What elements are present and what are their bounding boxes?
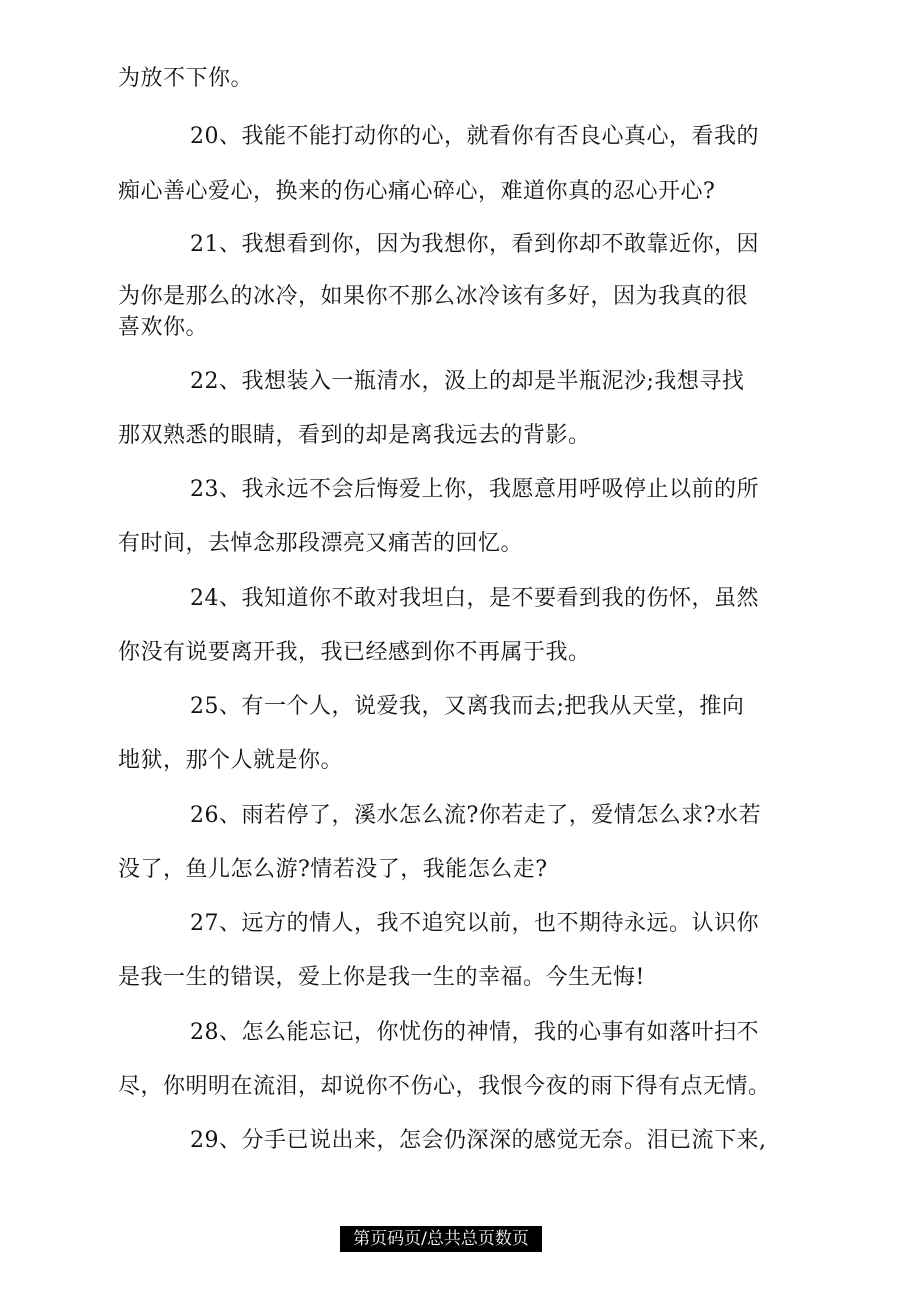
text-line: 是我一生的错误，爱上你是我一生的幸福。今生无悔! (118, 965, 645, 990)
text-line: 20、我能不能打动你的心，就看你有否良心真心，看我的 (190, 124, 759, 149)
text-line: 21、我想看到你，因为我想你，看到你却不敢靠近你，因 (190, 232, 759, 257)
text-line: 27、远方的情人，我不追究以前，也不期待永远。认识你 (190, 911, 759, 936)
text-line: 没了，鱼儿怎么游?情若没了，我能怎么走? (118, 857, 548, 882)
text-line: 28、怎么能忘记，你忧伤的神情，我的心事有如落叶扫不 (190, 1020, 759, 1045)
text-line: 为你是那么的冰冷，如果你不那么冰冷该有多好，因为我真的很 (118, 284, 749, 309)
text-line: 喜欢你。 (118, 315, 209, 340)
text-line: 为放不下你。 (118, 66, 254, 91)
text-line: 26、雨若停了，溪水怎么流?你若走了，爱情怎么求?水若 (190, 803, 762, 828)
page-number-footer: 第页码页/总共总页数页 (340, 1226, 542, 1252)
text-line: 22、我想装入一瓶清水，汲上的却是半瓶泥沙;我想寻找 (190, 369, 745, 394)
text-line: 你没有说要离开我，我已经感到你不再属于我。 (118, 640, 591, 665)
text-line: 那双熟悉的眼睛，看到的却是离我远去的背影。 (118, 423, 591, 448)
text-line: 24、我知道你不敢对我坦白，是不要看到我的伤怀，虽然 (190, 586, 759, 611)
text-line: 23、我永远不会后悔爱上你，我愿意用呼吸停止以前的所 (190, 477, 759, 502)
text-line: 地狱，那个人就是你。 (118, 748, 344, 773)
text-line: 尽，你明明在流泪，却说你不伤心，我恨今夜的雨下得有点无情。 (118, 1074, 771, 1099)
text-line: 痴心善心爱心，换来的伤心痛心碎心，难道你真的忍心开心? (118, 179, 716, 204)
text-line: 25、有一个人，说爱我，又离我而去;把我从天堂，推向 (190, 694, 745, 719)
text-line: 29、分手已说出来，怎会仍深深的感觉无奈。泪已流下来, (190, 1128, 767, 1153)
text-line: 有时间，去悼念那段漂亮又痛苦的回忆。 (118, 531, 524, 556)
